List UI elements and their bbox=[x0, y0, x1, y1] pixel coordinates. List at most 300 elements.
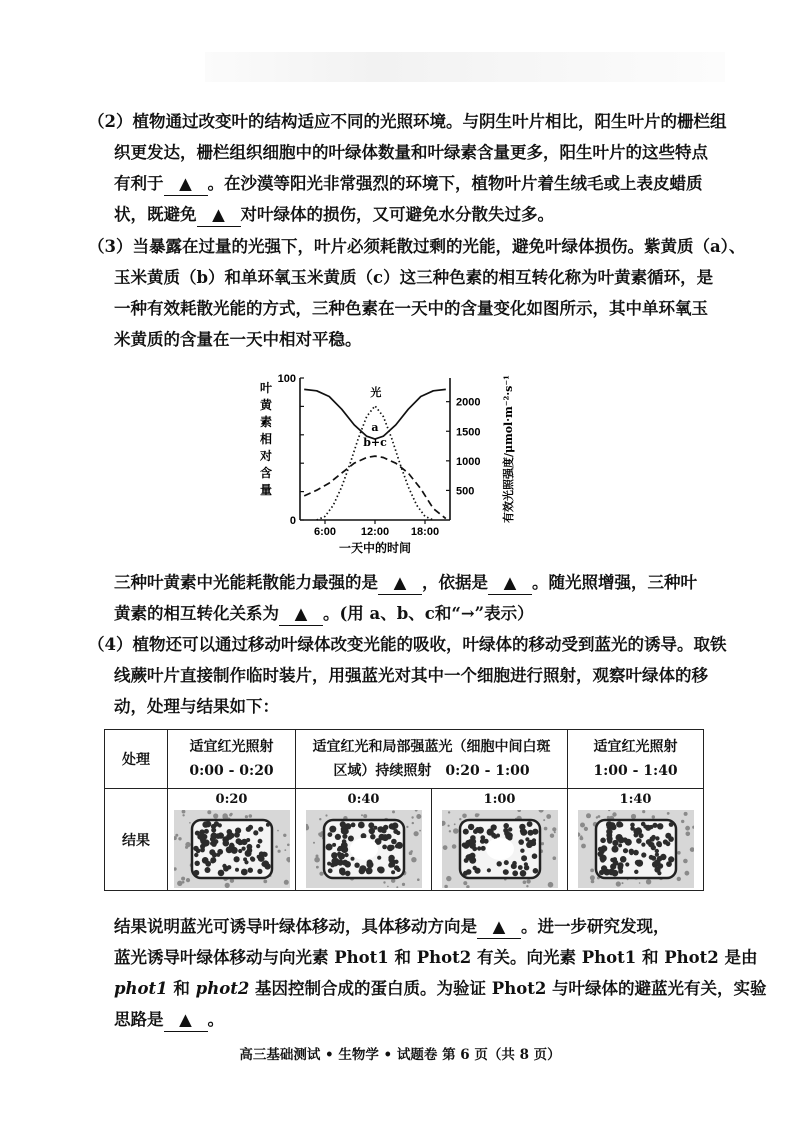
chloroplast bbox=[213, 821, 218, 826]
q3b-line-2 bbox=[88, 598, 728, 629]
chloroplast bbox=[467, 823, 473, 829]
chloroplast bbox=[655, 836, 659, 840]
texture-speck bbox=[615, 881, 620, 886]
header-text: 1:00 - 1:40 bbox=[593, 763, 678, 779]
chloroplast bbox=[228, 843, 234, 849]
chloroplast bbox=[247, 867, 252, 872]
texture-speck bbox=[581, 843, 586, 848]
texture-speck bbox=[459, 818, 461, 820]
table-row-result bbox=[105, 789, 704, 891]
chloroplast bbox=[394, 865, 399, 870]
chloroplast bbox=[194, 860, 199, 865]
texture-speck bbox=[277, 849, 280, 852]
page-footer: 高三基础测试 • 生物学 • 试题卷 第 6 页（共 8 页） bbox=[239, 1047, 561, 1063]
chloroplast bbox=[496, 833, 500, 837]
chloroplast bbox=[350, 856, 354, 860]
chloroplast bbox=[472, 865, 476, 869]
q5-text: 基因控制合成的蛋白质。为验证 Phot2 与叶绿体的避蓝光有关，实验 bbox=[249, 979, 767, 998]
chloroplast bbox=[193, 845, 198, 850]
chart-series bbox=[304, 385, 446, 520]
question-3-continued bbox=[88, 567, 728, 629]
chloroplast bbox=[226, 833, 233, 840]
question-3 bbox=[88, 231, 746, 355]
texture-speck bbox=[361, 814, 363, 816]
q2-text: 有利于 bbox=[114, 174, 164, 193]
question-2 bbox=[88, 106, 728, 230]
texture-speck bbox=[175, 833, 178, 836]
answer-blank-3[interactable]: ▲ bbox=[378, 572, 422, 595]
chloroplast bbox=[347, 835, 353, 841]
chloroplast bbox=[377, 866, 384, 873]
q3-line-1: （3）当暴露在过量的光强下，叶片必须耗散过剩的光能，避免叶绿体损伤。紫黄质（a）、 bbox=[88, 237, 746, 256]
chloroplast bbox=[657, 863, 663, 869]
result-time-4: 1:40 bbox=[619, 791, 652, 807]
texture-speck bbox=[606, 815, 609, 818]
chloroplast bbox=[532, 868, 538, 874]
q3b-text: 。随光照增强，三种叶 bbox=[532, 573, 697, 592]
chloroplast bbox=[331, 852, 338, 859]
texture-speck bbox=[681, 819, 684, 822]
chloroplast bbox=[668, 822, 673, 827]
chloroplast bbox=[258, 826, 263, 831]
chloroplast bbox=[244, 860, 248, 864]
result-cell-1 bbox=[168, 789, 296, 891]
texture-speck bbox=[651, 815, 654, 818]
q5-line-4 bbox=[88, 1004, 728, 1035]
question-4-continued bbox=[88, 911, 767, 1035]
result-cell-4 bbox=[568, 789, 704, 891]
row-label-result: 结果 bbox=[105, 789, 168, 891]
texture-speck bbox=[451, 844, 456, 849]
chloroplast bbox=[327, 868, 332, 873]
texture-speck bbox=[222, 813, 227, 818]
chloroplast bbox=[265, 822, 269, 826]
chloroplast bbox=[339, 867, 345, 873]
q2-line-1: （2）植物通过改变叶的结构适应不同的光照环境。与阴生叶片相比，阳生叶片的栅栏组 bbox=[88, 112, 727, 131]
chloroplast bbox=[607, 838, 612, 843]
annotation-light: 光 bbox=[370, 385, 382, 399]
chloroplast bbox=[463, 858, 468, 863]
texture-speck bbox=[579, 836, 583, 840]
chloroplast bbox=[381, 828, 386, 833]
result-time-2: 0:40 bbox=[347, 791, 380, 807]
q2-text: 状，既避免 bbox=[114, 205, 197, 224]
texture-speck bbox=[316, 865, 319, 868]
q3b-text: 。(用 a、b、c和“→”表示） bbox=[323, 604, 534, 623]
chloroplast bbox=[217, 869, 224, 876]
texture-speck bbox=[645, 879, 650, 884]
texture-speck bbox=[453, 823, 455, 825]
chloroplast bbox=[204, 867, 210, 873]
chloroplast bbox=[368, 822, 374, 828]
q2-line-4 bbox=[88, 199, 728, 230]
texture-speck bbox=[552, 856, 556, 860]
result-cell-2 bbox=[296, 789, 432, 891]
result-time-3: 1:00 bbox=[483, 791, 516, 807]
chloroplast bbox=[636, 838, 642, 844]
texture-speck bbox=[182, 814, 184, 816]
chloroplast bbox=[518, 839, 524, 845]
chloroplast bbox=[246, 847, 252, 853]
answer-blank-4[interactable]: ▲ bbox=[488, 572, 532, 595]
texture-speck bbox=[642, 810, 645, 813]
texture-speck bbox=[229, 813, 232, 816]
chloroplast bbox=[257, 838, 262, 843]
q4-line-1: （4）植物还可以通过移动叶绿体改变光能的吸收，叶绿体的移动受到蓝光的诱导。取铁 bbox=[88, 635, 727, 654]
chloroplast bbox=[512, 870, 518, 876]
chloroplast bbox=[520, 848, 524, 852]
chloroplast bbox=[506, 832, 513, 839]
q4-line-3: 动，处理与结果如下： bbox=[114, 697, 279, 716]
texture-speck bbox=[683, 811, 687, 815]
y-tick-label-left: 0 bbox=[289, 515, 296, 527]
chloroplast bbox=[366, 861, 373, 868]
q4-line-2: 线蕨叶片直接制作临时装片，用强蓝光对其中一个细胞进行照射，观察叶绿体的移 bbox=[114, 666, 708, 685]
chloroplast bbox=[205, 860, 211, 866]
y-axis-title-right: 有效光照强度/μmol·m⁻²·s⁻¹ bbox=[502, 375, 515, 523]
chloroplast bbox=[257, 868, 262, 873]
chloroplast bbox=[600, 857, 605, 862]
q5-line-2: 蓝光诱导叶绿体移动与向光素 Phot1 和 Phot2 有关。向光素 Phot1 和 Phot2 是由 bbox=[114, 948, 758, 967]
chloroplast bbox=[235, 867, 239, 871]
chloroplast bbox=[476, 826, 483, 833]
y-tick-label-right: 1500 bbox=[456, 426, 481, 439]
result-cell-3 bbox=[432, 789, 568, 891]
chloroplast bbox=[645, 839, 651, 845]
chloroplast bbox=[611, 869, 618, 876]
texture-speck bbox=[453, 828, 459, 834]
chloroplast bbox=[598, 869, 603, 874]
texture-speck bbox=[590, 879, 594, 883]
chloroplast bbox=[381, 834, 388, 841]
chloroplast bbox=[382, 844, 387, 849]
chloroplast bbox=[651, 855, 656, 860]
scan-smudge bbox=[205, 52, 725, 82]
header-text: 区域）持续照射 0:20 - 1:00 bbox=[333, 763, 530, 779]
question-4 bbox=[88, 629, 728, 722]
texture-speck bbox=[552, 827, 556, 831]
blue-light-spot bbox=[350, 838, 378, 860]
blue-light-spot bbox=[486, 838, 514, 860]
texture-speck bbox=[462, 813, 467, 818]
texture-speck bbox=[549, 833, 553, 837]
chloroplast bbox=[343, 847, 348, 852]
chloroplast bbox=[527, 829, 533, 835]
texture-speck bbox=[363, 814, 367, 818]
chloroplast bbox=[618, 843, 622, 847]
chloroplast bbox=[520, 828, 527, 835]
chloroplast bbox=[210, 857, 216, 863]
texture-speck bbox=[287, 860, 289, 862]
chloroplast bbox=[334, 833, 340, 839]
chloroplast bbox=[525, 837, 529, 841]
header-red-light-2 bbox=[568, 730, 704, 789]
chloroplast bbox=[612, 839, 618, 845]
gene-phot2: phot2 bbox=[195, 979, 250, 998]
chloroplast bbox=[247, 824, 252, 829]
texture-speck bbox=[406, 825, 408, 827]
chloroplast bbox=[262, 860, 269, 867]
texture-speck bbox=[543, 819, 545, 821]
y-tick-label-right: 2000 bbox=[456, 396, 481, 409]
chloroplast bbox=[619, 856, 626, 863]
texture-speck bbox=[314, 856, 320, 862]
header-text: 适宜红光和局部强蓝光（细胞中间白斑 bbox=[312, 739, 551, 755]
chloroplast bbox=[377, 855, 381, 859]
chloroplast bbox=[479, 838, 484, 843]
xanthophyll-chart bbox=[250, 362, 530, 562]
texture-speck bbox=[612, 812, 616, 816]
answer-blank-5[interactable]: ▲ bbox=[279, 603, 323, 626]
chloroplast bbox=[325, 843, 332, 850]
chloroplast bbox=[634, 869, 638, 873]
header-red-light-1 bbox=[168, 730, 296, 789]
chloroplast bbox=[332, 842, 336, 846]
texture-speck bbox=[684, 870, 689, 875]
texture-speck bbox=[589, 875, 594, 880]
q2-line-3 bbox=[88, 168, 728, 199]
chloroplast bbox=[657, 842, 662, 847]
texture-speck bbox=[547, 881, 553, 887]
chloroplast bbox=[519, 870, 526, 877]
chloroplast bbox=[618, 822, 623, 827]
texture-speck bbox=[474, 813, 478, 817]
micrograph-ring bbox=[442, 810, 558, 888]
texture-speck bbox=[413, 831, 418, 836]
texture-speck bbox=[526, 879, 530, 883]
chloroplast bbox=[477, 846, 481, 850]
chloroplast bbox=[665, 832, 671, 838]
texture-speck bbox=[185, 878, 189, 882]
chloroplast bbox=[373, 825, 377, 829]
chloroplast bbox=[510, 863, 516, 869]
q5-text: 。进一步研究发现， bbox=[521, 917, 670, 936]
chloroplast bbox=[337, 847, 341, 851]
texture-speck bbox=[677, 851, 681, 855]
q5-line-3 bbox=[88, 973, 767, 1004]
chloroplast bbox=[350, 822, 355, 827]
texture-speck bbox=[522, 880, 526, 884]
annotation-b-c: b+c bbox=[363, 436, 387, 450]
chloroplast bbox=[240, 868, 247, 875]
texture-speck bbox=[411, 816, 413, 818]
q3-line-3: 一种有效耗散光能的方式，三种色素在一天中的含量变化如图所示，其中单环氧玉 bbox=[114, 299, 708, 318]
texture-speck bbox=[181, 876, 185, 880]
chloroplast bbox=[480, 845, 485, 850]
chloroplast bbox=[502, 869, 508, 875]
q3b-text: ，依据是 bbox=[422, 573, 488, 592]
chloroplast bbox=[342, 859, 348, 865]
chloroplast bbox=[203, 828, 208, 833]
chloroplast bbox=[222, 839, 229, 846]
texture-speck bbox=[685, 831, 690, 836]
y-tick-label-left: 100 bbox=[277, 373, 296, 385]
chloroplast bbox=[209, 849, 215, 855]
answer-blank-7[interactable]: ▲ bbox=[164, 1009, 208, 1032]
texture-speck bbox=[442, 845, 447, 850]
q2-text: 。在沙漠等阳光非常强烈的环境下，植物叶片着生绒毛或上表皮蜡质 bbox=[207, 174, 703, 193]
chloroplast bbox=[256, 854, 260, 858]
chloroplast bbox=[503, 823, 509, 829]
texture-speck bbox=[526, 885, 528, 887]
chloroplast bbox=[193, 869, 199, 875]
chloroplast bbox=[641, 842, 645, 846]
chloroplast bbox=[462, 828, 468, 834]
annotation-a: a bbox=[371, 421, 379, 435]
texture-speck bbox=[553, 831, 555, 833]
texture-speck bbox=[277, 829, 279, 831]
chloroplast bbox=[600, 837, 606, 843]
chloroplast bbox=[395, 841, 402, 848]
texture-speck bbox=[185, 845, 188, 848]
chloroplast bbox=[234, 831, 240, 837]
x-axis-title: 一天中的时间 bbox=[338, 541, 412, 555]
texture-speck bbox=[411, 821, 413, 823]
chloroplast bbox=[235, 838, 241, 844]
chloroplast bbox=[253, 830, 258, 835]
chloroplast bbox=[629, 850, 633, 854]
texture-speck bbox=[283, 833, 286, 836]
texture-speck bbox=[590, 868, 594, 872]
chloroplast bbox=[391, 870, 395, 874]
texture-speck bbox=[387, 885, 389, 887]
chloroplast bbox=[657, 871, 661, 875]
chloroplast bbox=[617, 864, 623, 870]
chloroplast bbox=[612, 859, 618, 865]
texture-speck bbox=[325, 814, 327, 816]
chloroplast bbox=[256, 844, 260, 848]
texture-speck bbox=[213, 813, 218, 818]
texture-speck bbox=[580, 822, 585, 827]
texture-speck bbox=[411, 857, 416, 862]
chloroplast bbox=[327, 832, 332, 837]
q3b-text: 黄素的相互转化关系为 bbox=[114, 604, 279, 623]
texture-speck bbox=[621, 882, 623, 884]
chloroplast bbox=[393, 829, 398, 834]
texture-speck bbox=[417, 878, 420, 881]
chloroplast bbox=[354, 862, 359, 867]
texture-speck bbox=[685, 825, 690, 830]
texture-speck bbox=[540, 842, 543, 845]
q2-text: 对叶绿体的损伤，又可避免水分散失过多。 bbox=[240, 205, 554, 224]
chloroplast bbox=[508, 827, 512, 831]
q5-text: 结果说明蓝光可诱导叶绿体移动，具体移动方向是 bbox=[114, 917, 477, 936]
chloroplast bbox=[329, 825, 336, 832]
chloroplast bbox=[531, 841, 536, 846]
texture-speck bbox=[583, 826, 587, 830]
row-label-treatment: 处理 bbox=[105, 730, 168, 789]
chloroplast bbox=[344, 870, 350, 876]
chloroplast bbox=[340, 828, 346, 834]
chloroplast bbox=[366, 869, 370, 873]
chloroplast bbox=[633, 849, 639, 855]
micrograph-uniform bbox=[578, 810, 694, 888]
texture-speck bbox=[630, 813, 635, 818]
texture-speck bbox=[287, 843, 290, 846]
chloroplast bbox=[337, 851, 341, 855]
chloroplast bbox=[521, 855, 527, 861]
chloroplast bbox=[342, 833, 347, 838]
y-tick-label-right: 1000 bbox=[456, 455, 481, 468]
chloroplast bbox=[633, 828, 639, 834]
chloroplast bbox=[388, 823, 394, 829]
answer-blank-1[interactable]: ▲ bbox=[164, 173, 208, 196]
texture-speck bbox=[416, 814, 421, 819]
chloroplast bbox=[238, 848, 242, 852]
texture-speck bbox=[383, 881, 385, 883]
chloroplast bbox=[388, 856, 394, 862]
chloroplast bbox=[359, 865, 366, 872]
texture-speck bbox=[275, 845, 278, 848]
chloroplast bbox=[262, 851, 266, 855]
chloroplast bbox=[610, 824, 616, 830]
chloroplast bbox=[624, 838, 631, 845]
texture-speck bbox=[207, 810, 211, 814]
chloroplast bbox=[201, 833, 207, 839]
chloroplast bbox=[469, 843, 475, 849]
chloroplast bbox=[391, 838, 397, 844]
texture-speck bbox=[189, 822, 191, 824]
texture-speck bbox=[313, 841, 315, 843]
gene-phot1: phot1 bbox=[114, 979, 168, 998]
texture-speck bbox=[463, 881, 467, 885]
texture-speck bbox=[597, 815, 600, 818]
texture-speck bbox=[676, 876, 680, 880]
chloroplast bbox=[330, 862, 335, 867]
texture-speck bbox=[401, 882, 404, 885]
chloroplast bbox=[227, 865, 231, 869]
q3-line-4: 米黄质的含量在一天中相对平稳。 bbox=[114, 330, 362, 349]
q3b-line-1 bbox=[88, 567, 728, 598]
texture-speck bbox=[248, 814, 252, 818]
chloroplast bbox=[222, 863, 226, 867]
chloroplast bbox=[241, 846, 245, 850]
results-table bbox=[104, 729, 704, 891]
answer-blank-6[interactable]: ▲ bbox=[477, 916, 521, 939]
chloroplast bbox=[640, 821, 645, 826]
texture-speck bbox=[638, 882, 640, 884]
header-text: 0:00 - 0:20 bbox=[189, 763, 274, 779]
texture-speck bbox=[447, 811, 449, 813]
texture-speck bbox=[319, 871, 323, 875]
x-tick-label: 12:00 bbox=[360, 526, 390, 538]
chloroplast bbox=[200, 846, 204, 850]
chloroplast bbox=[666, 861, 672, 867]
chloroplast bbox=[465, 869, 471, 875]
texture-speck bbox=[683, 858, 688, 863]
texture-speck bbox=[408, 851, 412, 855]
chloroplast bbox=[523, 865, 528, 870]
texture-speck bbox=[392, 810, 395, 813]
answer-blank-2[interactable]: ▲ bbox=[197, 204, 241, 227]
texture-speck bbox=[181, 880, 184, 883]
texture-speck bbox=[448, 830, 450, 832]
series-line-b-c bbox=[304, 456, 446, 518]
texture-speck bbox=[666, 812, 669, 815]
table-row-treatment bbox=[105, 730, 704, 789]
texture-speck bbox=[244, 815, 247, 818]
q5-text: 。 bbox=[207, 1010, 224, 1029]
y-tick-label-right: 500 bbox=[456, 485, 475, 498]
texture-speck bbox=[178, 837, 181, 840]
chloroplast bbox=[526, 821, 532, 827]
chloroplast bbox=[654, 852, 658, 856]
chloroplast bbox=[517, 865, 522, 870]
chloroplast bbox=[662, 839, 667, 844]
chloroplast bbox=[531, 853, 537, 859]
q2-line-2: 织更发达，栅栏组织细胞中的叶绿体数量和叶绿素含量更多，阳生叶片的这些特点 bbox=[114, 143, 708, 162]
header-text: 适宜红光照射 bbox=[189, 739, 274, 755]
